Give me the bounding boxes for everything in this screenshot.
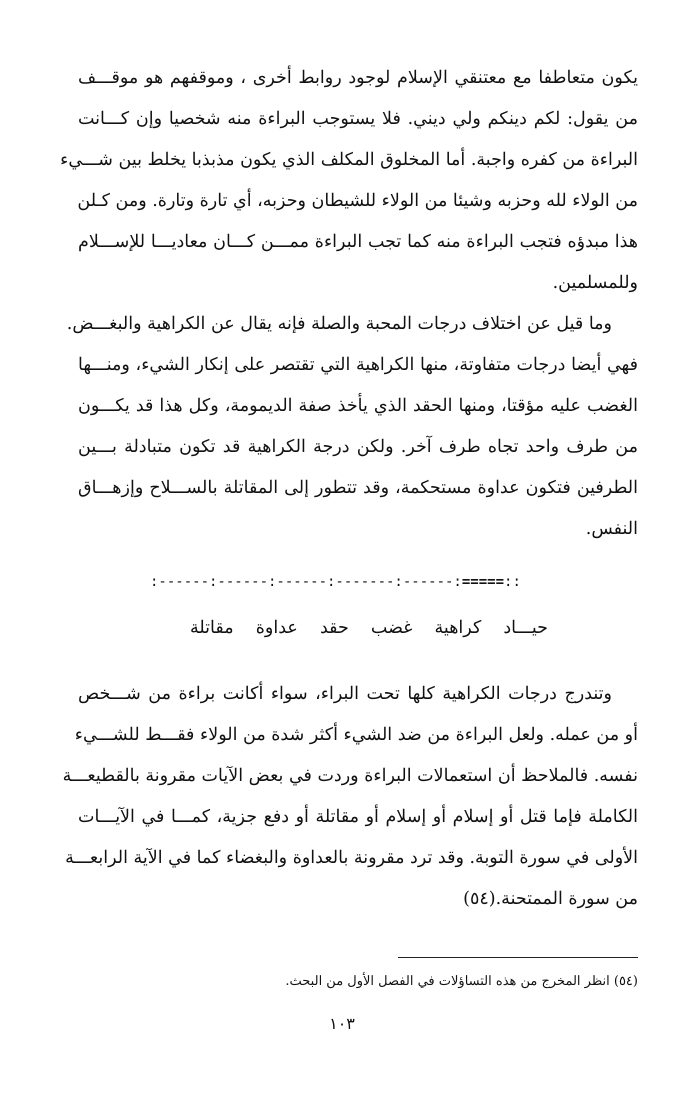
scale-label: حقد — [319, 618, 349, 638]
text-line: البراءة من كفره واجبة. أما المخلوق المكلف الذي يكون مذبذبا يخلط بين شـــيء — [60, 150, 638, 170]
scale-label: حيـــاد — [503, 618, 548, 638]
scale-label: مقاتلة — [190, 618, 234, 638]
text-line: هذا مبدؤه فتجب البراءة منه كما تجب البراءة ممـــن كـــان معاديـــا للإســـلام — [78, 232, 638, 252]
scale-label: عداوة — [255, 618, 298, 638]
text-line: يكون متعاطفا مع معتنقي الإسلام لوجود روابط أخرى ، وموقفهم هو موقـــف — [78, 68, 638, 88]
text-line: من سورة الممتحنة.(٥٤) — [463, 889, 638, 909]
text-line: الغضب عليه مؤقتا، ومنها الحقد الذي يأخذ صفة الديمومة، وكل هذا قد يكـــون — [78, 396, 638, 416]
text-line: الكاملة فإما قتل أو إسلام أو إسلام أو مقاتلة أو دفع جزية، كمـــا في الآيـــات — [78, 807, 638, 827]
scale-light-segments: :------:------:------:-------:------: — [150, 574, 462, 590]
scale-end: :: — [504, 574, 521, 590]
hatred-degree-scale — [150, 574, 586, 590]
text-line: أو من عمله. ولعل البراءة من ضد الشيء أكثر شدة من الولاء فقـــط للشـــيء — [74, 725, 638, 745]
text-line: من يقول: لكم دينكم ولي ديني. فلا يستوجب البراءة منه شخصيا وإن كـــانت — [78, 109, 638, 129]
text-line: وتندرج درجات الكراهية كلها تحت البراء، سواء أكانت براءة من شـــخص — [78, 684, 612, 704]
scale-labels — [190, 608, 548, 648]
page-number: ١٠٣ — [329, 1014, 355, 1033]
text-line: وما قيل عن اختلاف درجات المحبة والصلة فإنه يقال عن الكراهية والبغـــض. — [66, 314, 612, 334]
text-line: نفسه. فالملاحظ أن استعمالات البراءة وردت في بعض الآيات مقرونة بالقطيعـــة — [62, 766, 638, 786]
scale-label: غضب — [370, 618, 413, 638]
text-line: من الولاء لله وحزبه وشيئا من الولاء للشيطان وحزبه، أي تارة وتارة. ومن كـلن — [77, 191, 638, 211]
text-line: الطرفين فتكون عداوة مستحكمة، وقد تتطور إلى المقاتلة بالســـلاح وإزهـــاق — [78, 478, 638, 498]
scale-label: كراهية — [434, 618, 482, 638]
text-line: فهي أيضا درجات متفاوتة، منها الكراهية التي تقتصر على إنكار الشيء، ومنـــها — [78, 355, 638, 375]
footnote-divider — [398, 957, 638, 958]
paragraph-1 — [60, 58, 638, 304]
text-line: الأولى في سورة التوبة. وقد ترد مقرونة بالعداوة والبغضاء كما في الآية الرابعـــة — [65, 848, 638, 868]
paragraph-2 — [66, 304, 638, 550]
text-line: من طرف واحد تجاه طرف آخر. ولكن درجة الكراهية قد تكون متبادلة بـــين — [78, 437, 638, 457]
paragraph-3-wrapper — [62, 674, 638, 920]
paragraph-3 — [62, 674, 638, 920]
text-line: النفس. — [585, 519, 638, 539]
page-body — [60, 58, 638, 550]
scale-bold-segment: ===== — [461, 574, 505, 590]
text-line: وللمسلمين. — [552, 273, 638, 293]
footnote: (٥٤) انظر المخرج من هذه التساؤلات في الفصل الأول من البحث. — [285, 974, 638, 989]
